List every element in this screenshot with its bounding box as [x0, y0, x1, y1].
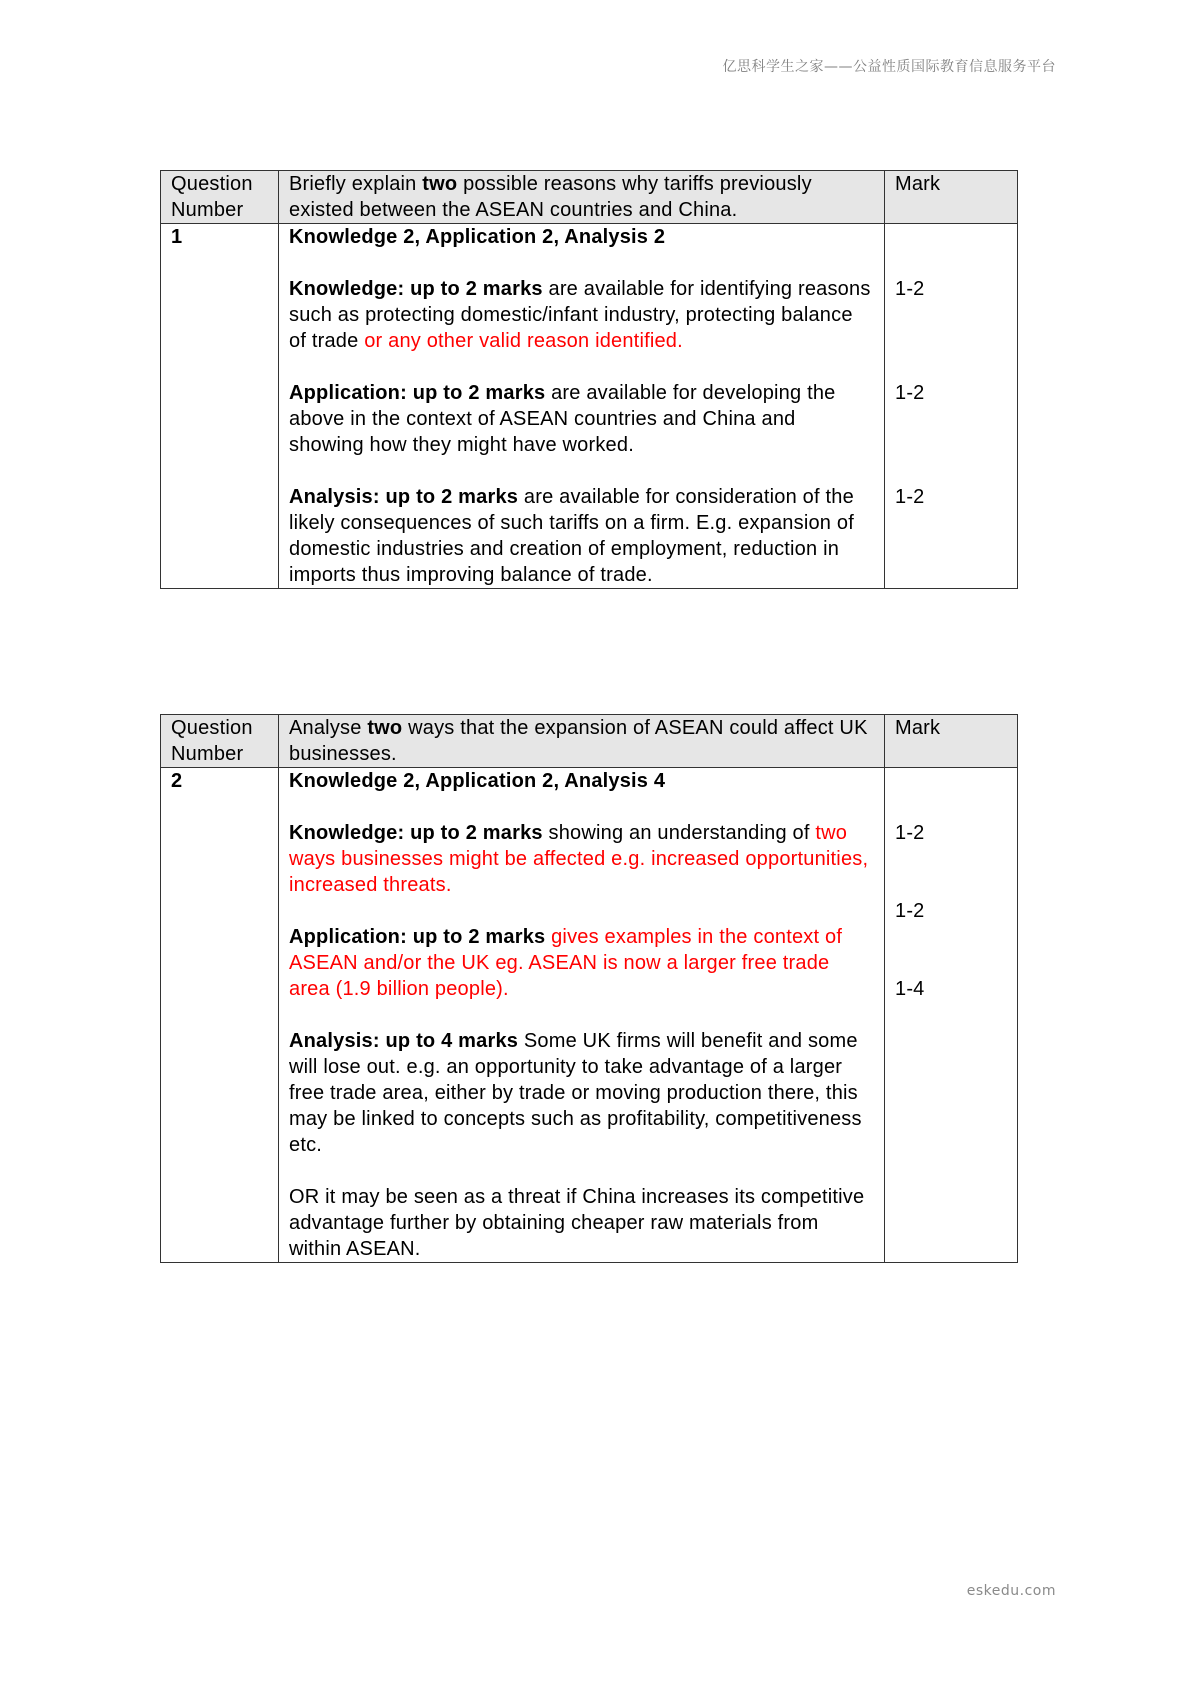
knowledge-mark: 1-2 — [895, 822, 925, 844]
alternative-paragraph: OR it may be seen as a threat if China increases its competitive advantage further by obtaining cheaper raw materials from within ASEAN. — [289, 1186, 865, 1260]
analysis-paragraph — [289, 1028, 874, 1158]
mark-scheme-table-2 — [160, 714, 1018, 1263]
knowledge-paragraph — [289, 276, 874, 354]
question-number: 2 — [171, 770, 183, 792]
analysis-heading: Analysis: up to 2 marks — [289, 486, 519, 508]
mark-scheme-content — [279, 768, 885, 1263]
knowledge-paragraph — [289, 820, 874, 898]
marks-column — [885, 224, 1018, 589]
mark-scheme-content — [279, 224, 885, 589]
knowledge-text: are available for identifying reasons such as protecting domestic/infant industry, protecting balance of trade — [289, 278, 871, 352]
question-text — [279, 171, 885, 224]
knowledge-text: showing an understanding of — [542, 822, 816, 844]
application-heading: Application: up to 2 marks — [289, 382, 546, 404]
application-text: are available for developing the above in the context of ASEAN countries and China and showing how they might have worked. — [289, 382, 836, 456]
question-number: 1 — [171, 226, 183, 248]
application-mark: 1-2 — [895, 900, 925, 922]
question-text-bold: two — [422, 173, 458, 195]
question-text-post: ways that the expansion of ASEAN could affect UK businesses. — [289, 717, 868, 765]
marks-summary: Knowledge 2, Application 2, Analysis 2 — [289, 226, 666, 248]
analysis-mark: 1-4 — [895, 978, 925, 1000]
table-header-row — [161, 715, 1018, 768]
table-body-row — [161, 768, 1018, 1263]
mark-scheme-table-1 — [160, 170, 1018, 589]
analysis-mark: 1-2 — [895, 486, 925, 508]
page-footer: eskedu.com — [966, 1583, 1056, 1599]
page-header: 亿思科学生之家——公益性质国际教育信息服务平台 — [722, 59, 1056, 75]
mark-header: Mark — [885, 715, 1018, 768]
analysis-text: are available for consideration of the likely consequences of such tariffs on a firm. E.g. expansion of domestic industries and creation of employment, reduction in imports thus improving balance of trade. — [289, 486, 854, 586]
marks-summary: Knowledge 2, Application 2, Analysis 4 — [289, 770, 666, 792]
marks-column — [885, 768, 1018, 1263]
knowledge-highlight: two ways businesses might be affected e.g. increased opportunities, increased threats. — [289, 822, 869, 896]
application-paragraph — [289, 924, 874, 1002]
question-number-cell — [161, 768, 279, 1263]
table-header-row — [161, 171, 1018, 224]
question-text-post: possible reasons why tariffs previously existed between the ASEAN countries and China. — [289, 173, 812, 221]
knowledge-heading: Knowledge: up to 2 marks — [289, 822, 543, 844]
question-text-pre: Briefly explain — [289, 173, 423, 195]
question-text — [279, 715, 885, 768]
mark-header: Mark — [885, 171, 1018, 224]
analysis-heading: Analysis: up to 4 marks — [289, 1030, 519, 1052]
question-number-cell — [161, 224, 279, 589]
analysis-text: Some UK firms will benefit and some will lose out. e.g. an opportunity to take advantage of a larger free trade area, either by trade or moving production there, this may be linked to concepts such as profitability, competitiveness etc. — [289, 1030, 862, 1156]
application-heading: Application: up to 2 marks — [289, 926, 546, 948]
knowledge-highlight: or any other valid reason identified. — [364, 330, 683, 352]
question-number-header: Question Number — [161, 715, 279, 768]
application-mark: 1-2 — [895, 382, 925, 404]
analysis-paragraph — [289, 484, 874, 588]
application-paragraph — [289, 380, 874, 458]
question-text-bold: two — [367, 717, 403, 739]
application-highlight: gives examples in the context of ASEAN and/or the UK eg. ASEAN is now a larger free trade area (1.9 billion people). — [289, 926, 843, 1000]
knowledge-heading: Knowledge: up to 2 marks — [289, 278, 543, 300]
question-number-header: Question Number — [161, 171, 279, 224]
table-body-row — [161, 224, 1018, 589]
knowledge-mark: 1-2 — [895, 278, 925, 300]
question-text-pre: Analyse — [289, 717, 368, 739]
